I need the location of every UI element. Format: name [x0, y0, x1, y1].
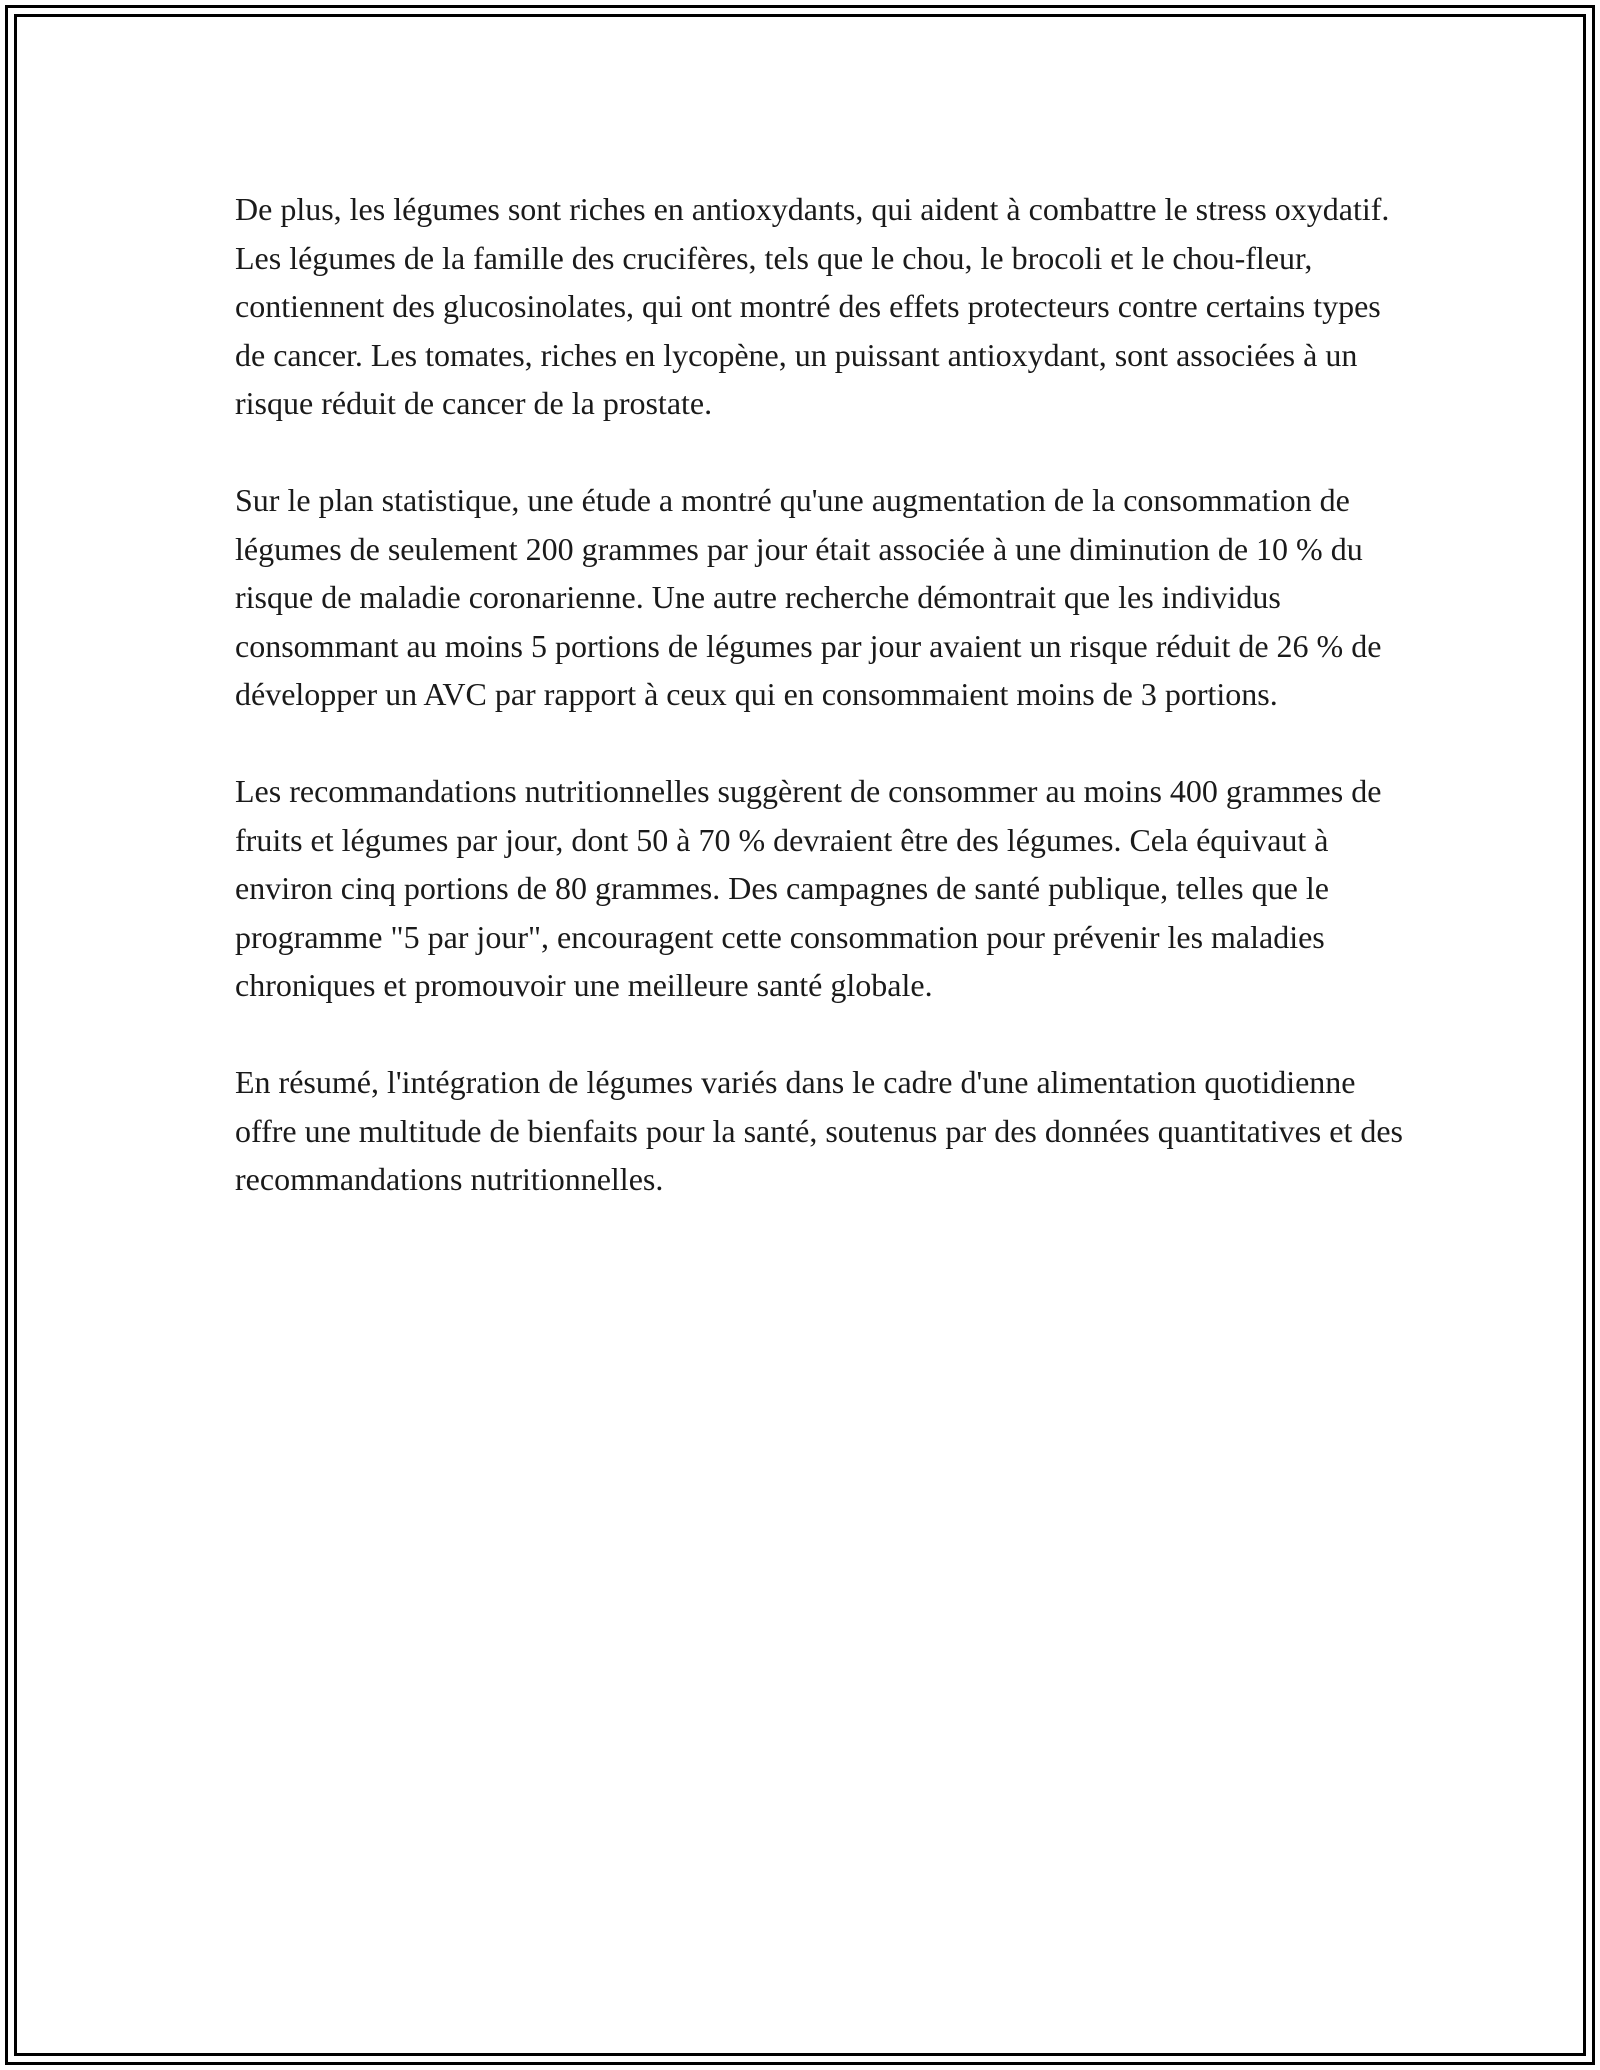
- paragraph-summary: En résumé, l'intégration de légumes variés dans le cadre d'une alimentation quotidienne offre une multitude de bienfaits pour la santé, soutenus par des données quantitatives et des recommandations nutritionnelles.: [235, 1064, 1403, 1197]
- paragraph-statistics: Sur le plan statistique, une étude a montré qu'une augmentation de la consommation de légumes de seulement 200 grammes par jour était associée à une diminution de 10 % du risque de maladie coronarienne. Une autre recherche démontrait que les individus consommant au moins 5 portions de légumes par jour avaient un risque réduit de 26 % de développer un AVC par rapport à ceux qui en consommaient moins de 3 portions.: [235, 482, 1382, 712]
- paragraph-antioxidants: De plus, les légumes sont riches en antioxydants, qui aident à combattre le stress oxydatif. Les légumes de la famille des crucifères, tels que le chou, le brocoli et le chou-fleur, contiennent des glucosinolates, qui ont montré des effets protecteurs contre certains types de cancer. Les tomates, riches en lycopène, un puissant antioxydant, sont associées à un risque réduit de cancer de la prostate.: [235, 191, 1390, 421]
- paragraph-recommendations: Les recommandations nutritionnelles suggèrent de consommer au moins 400 grammes de fruits et légumes par jour, dont 50 à 70 % devraient être des légumes. Cela équivaut à environ cinq portions de 80 grammes. Des campagnes de santé publique, telles que le programme "5 par jour", encouragent cette consommation pour prévenir les maladies chroniques et promouvoir une meilleure santé globale.: [235, 773, 1382, 1003]
- document-body: [235, 185, 1415, 1204]
